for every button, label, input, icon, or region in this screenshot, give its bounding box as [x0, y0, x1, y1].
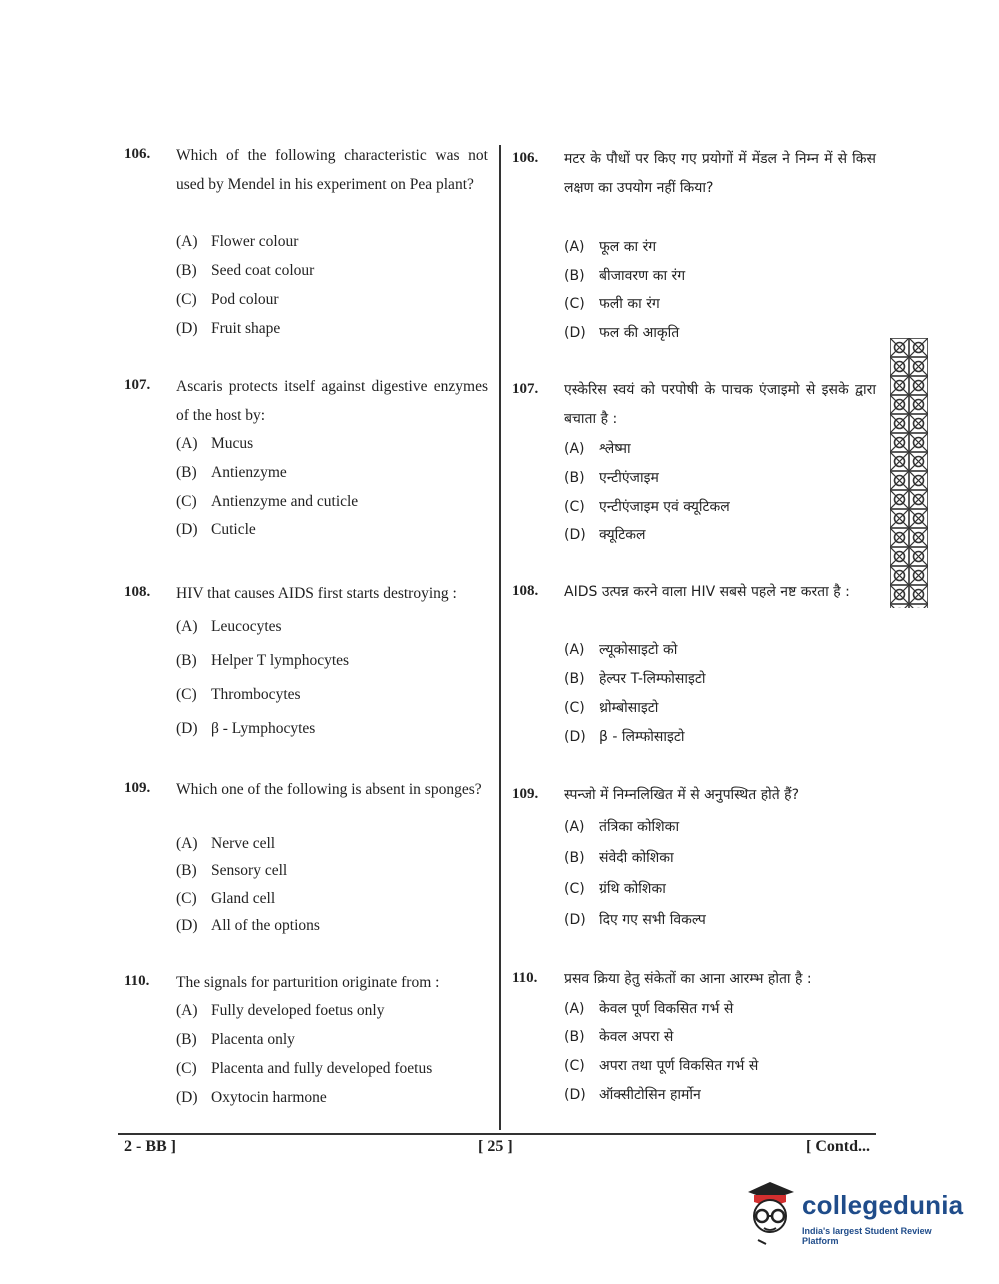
question-number: 109.: [512, 786, 539, 802]
option-d: (D) क्यूटिकल: [564, 527, 646, 543]
logo-tagline: India's largest Student Review Platform: [802, 1226, 932, 1246]
option-d: (D) β - Lymphocytes: [176, 720, 316, 737]
option-c: (C) थ्रोम्बोसाइटो: [564, 700, 659, 716]
question-text: प्रसव क्रिया हेतु संकेतों का आना आरम्भ होता है :: [564, 971, 812, 987]
footer-code: 2 - BB ]: [124, 1138, 176, 1155]
option-b: (B) Seed coat colour: [176, 262, 315, 279]
option-a: (A) केवल पूर्ण विकसित गर्भ से: [564, 1001, 734, 1017]
option-c: (C) Placenta and fully developed foetus: [176, 1060, 433, 1077]
column-divider: [499, 145, 501, 1130]
option-a: (A) Fully developed foetus only: [176, 1002, 385, 1019]
question-number: 106.: [512, 150, 539, 166]
option-a: (A) Nerve cell: [176, 835, 276, 852]
question-number: 110.: [512, 970, 538, 986]
option-d: (D) Fruit shape: [176, 320, 281, 337]
question-text: मटर के पौधों पर किए गए प्रयोगों में मेंडल ने निम्न में से किस लक्षण का उपयोग नहीं किया?: [564, 151, 876, 196]
decorative-pattern-icon: [890, 338, 928, 608]
question-text: स्पन्जो में निम्नलिखित में से अनुपस्थित होते हैं?: [564, 787, 800, 803]
option-a: (A) फूल का रंग: [564, 239, 657, 255]
option-d: (D) फल की आकृति: [564, 325, 680, 341]
logo-wordmark: collegedunia: [802, 1190, 964, 1220]
option-d: (D) Cuticle: [176, 521, 256, 538]
option-b: (B) एन्टीएंजाइम: [564, 470, 659, 486]
option-b: (B) Sensory cell: [176, 862, 288, 879]
option-a: (A) श्लेष्मा: [564, 441, 631, 457]
option-a: (A) Leucocytes: [176, 618, 282, 635]
option-c: (C) Thrombocytes: [176, 686, 301, 703]
page-number: [ 25 ]: [478, 1138, 513, 1155]
option-d: (D) ऑक्सीटोसिन हार्मोन: [564, 1087, 701, 1103]
question-text: AIDS उत्पन्न करने वाला HIV सबसे पहले नष्ट करता है :: [564, 584, 850, 600]
question-text: HIV that causes AIDS first starts destroying :: [176, 585, 457, 602]
question-number: 108.: [124, 584, 151, 600]
collegedunia-logo: [740, 1178, 970, 1248]
mascot-icon: [740, 1178, 800, 1248]
question-text: Which of the following characteristic was not used by Mendel in his experiment on Pea plant?: [176, 147, 488, 193]
option-b: (B) केवल अपरा से: [564, 1029, 674, 1045]
option-b: (B) Helper T lymphocytes: [176, 652, 350, 669]
question-number: 107.: [124, 377, 151, 393]
option-b: (B) बीजावरण का रंग: [564, 268, 686, 284]
option-a: (A) Mucus: [176, 435, 254, 452]
option-a: (A) तंत्रिका कोशिका: [564, 819, 680, 835]
option-a: (A) Flower colour: [176, 233, 299, 250]
option-c: (C) Pod colour: [176, 291, 279, 308]
question-text: Ascaris protects itself against digestive enzymes of the host by:: [176, 378, 488, 424]
option-d: (D) Oxytocin harmone: [176, 1089, 327, 1106]
question-text: Which one of the following is absent in sponges?: [176, 781, 482, 798]
footer-rule: [118, 1133, 876, 1135]
question-text: The signals for parturition originate from :: [176, 974, 440, 991]
option-d: (D) दिए गए सभी विकल्प: [564, 912, 706, 928]
option-c: (C) Gland cell: [176, 890, 276, 907]
option-c: (C) फली का रंग: [564, 296, 660, 312]
question-number: 106.: [124, 146, 151, 162]
question-number: 110.: [124, 973, 150, 989]
option-d: (D) β - लिम्फोसाइटो: [564, 729, 685, 745]
option-a: (A) ल्यूकोसाइटो को: [564, 642, 678, 658]
question-text: एस्केरिस स्वयं को परपोषी के पाचक एंजाइमो से इसके द्वारा बचाता है :: [564, 382, 876, 427]
option-c: (C) एन्टीएंजाइम एवं क्यूटिकल: [564, 499, 730, 515]
option-c: (C) ग्रंथि कोशिका: [564, 881, 666, 897]
question-number: 108.: [512, 583, 539, 599]
option-b: (B) Antienzyme: [176, 464, 287, 481]
option-d: (D) All of the options: [176, 917, 320, 934]
option-c: (C) Antienzyme and cuticle: [176, 493, 359, 510]
question-number: 107.: [512, 381, 539, 397]
question-number: 109.: [124, 780, 151, 796]
option-c: (C) अपरा तथा पूर्ण विकसित गर्भ से: [564, 1058, 759, 1074]
option-b: (B) Placenta only: [176, 1031, 295, 1048]
option-b: (B) हेल्पर T-लिम्फोसाइटो: [564, 671, 706, 687]
footer-contd: [ Contd...: [806, 1138, 871, 1155]
option-b: (B) संवेदी कोशिका: [564, 850, 674, 866]
